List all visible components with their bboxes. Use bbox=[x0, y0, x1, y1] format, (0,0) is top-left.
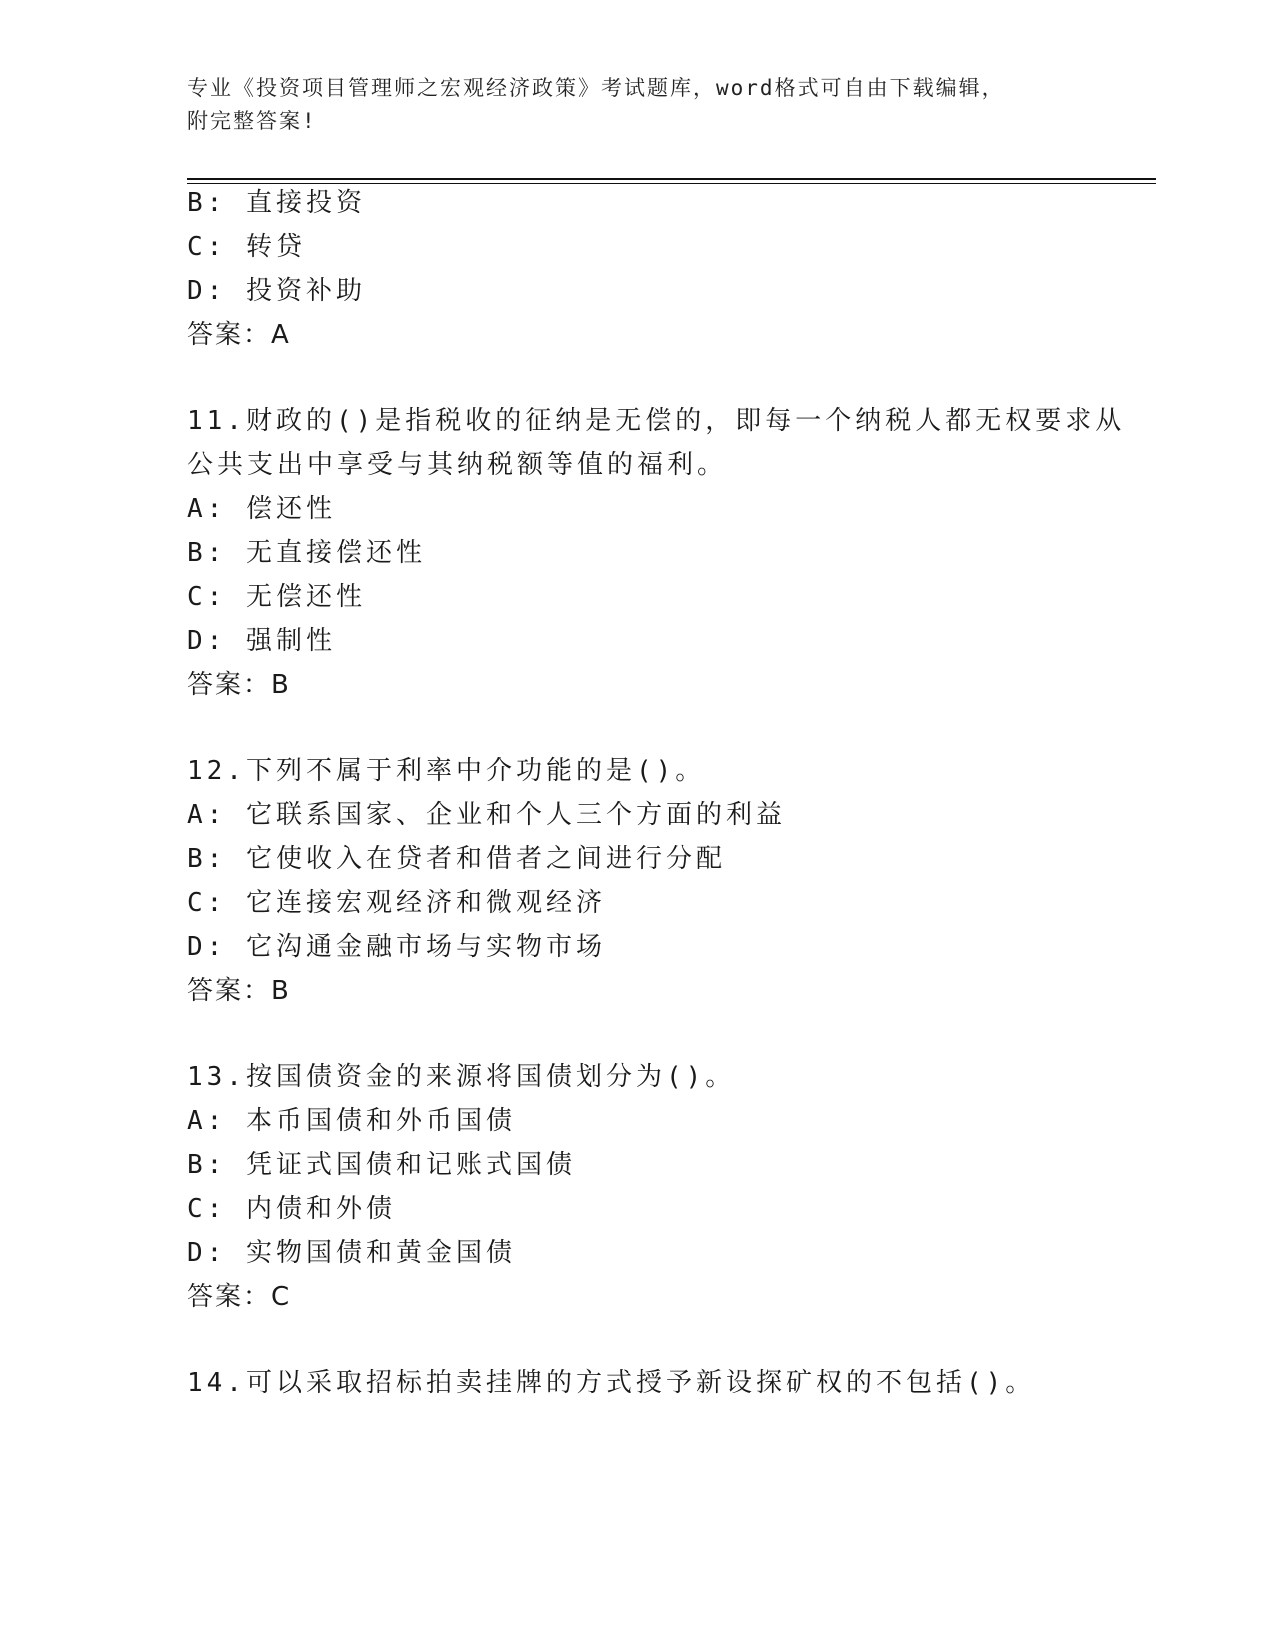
q12-option-d: D: 它沟通金融市场与实物市场 bbox=[187, 932, 606, 962]
q11-stem-line-2: 公共支出中享受与其纳税额等值的福利。 bbox=[187, 450, 728, 480]
q10-answer: 答案：A bbox=[187, 320, 291, 350]
q11-answer: 答案：B bbox=[187, 670, 291, 700]
document-header bbox=[187, 72, 1087, 138]
q12-option-a: A: 它联系国家、企业和个人三个方面的利益 bbox=[187, 800, 786, 830]
q12-answer: 答案：B bbox=[187, 976, 291, 1006]
q10-option-c: C: 转贷 bbox=[187, 232, 306, 262]
header-line-2: 附完整答案! bbox=[187, 109, 317, 133]
q14-stem: 14.可以采取招标拍卖挂牌的方式授予新设探矿权的不包括()。 bbox=[187, 1368, 1036, 1398]
q10-option-b: B: 直接投资 bbox=[187, 188, 366, 218]
q12-option-c: C: 它连接宏观经济和微观经济 bbox=[187, 888, 606, 918]
q13-option-a: A: 本币国债和外币国债 bbox=[187, 1106, 516, 1136]
q11-option-b: B: 无直接偿还性 bbox=[187, 538, 426, 568]
q11-option-c: C: 无偿还性 bbox=[187, 582, 366, 612]
q12-stem: 12.下列不属于利率中介功能的是()。 bbox=[187, 756, 706, 786]
header-line-1: 专业《投资项目管理师之宏观经济政策》考试题库，word格式可自由下载编辑， bbox=[187, 76, 1005, 100]
q13-option-d: D: 实物国债和黄金国债 bbox=[187, 1238, 516, 1268]
q13-stem: 13.按国债资金的来源将国债划分为()。 bbox=[187, 1062, 736, 1092]
q10-option-d: D: 投资补助 bbox=[187, 276, 366, 306]
q11-option-a: A: 偿还性 bbox=[187, 494, 336, 524]
q13-answer: 答案：C bbox=[187, 1282, 292, 1312]
q13-option-c: C: 内债和外债 bbox=[187, 1194, 396, 1224]
q13-option-b: B: 凭证式国债和记账式国债 bbox=[187, 1150, 576, 1180]
q11-option-d: D: 强制性 bbox=[187, 626, 336, 656]
q12-option-b: B: 它使收入在贷者和借者之间进行分配 bbox=[187, 844, 726, 874]
q11-stem-line-1: 11.财政的()是指税收的征纳是无偿的，即每一个纳税人都无权要求从 bbox=[187, 406, 1126, 436]
header-divider bbox=[187, 178, 1156, 184]
